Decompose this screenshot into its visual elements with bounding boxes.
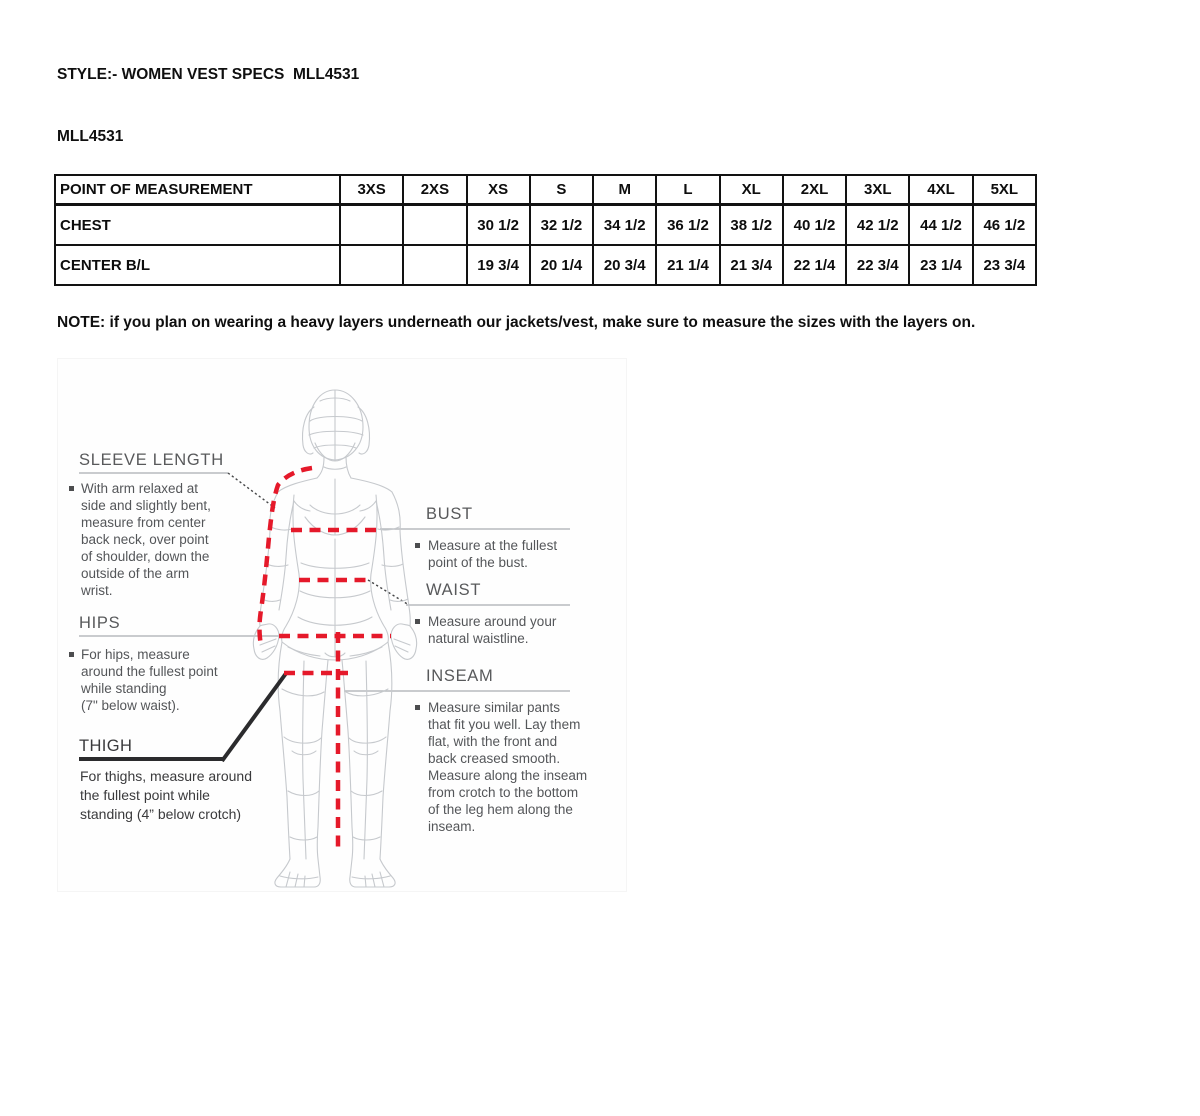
mannequin-figure xyxy=(253,390,416,887)
size-value-cell: 36 1/2 xyxy=(656,205,719,246)
size-value-cell: 42 1/2 xyxy=(846,205,909,246)
size-value-cell: 23 3/4 xyxy=(973,245,1036,285)
size-value-cell: 20 1/4 xyxy=(530,245,593,285)
size-value-cell: 21 3/4 xyxy=(720,245,783,285)
table-row xyxy=(55,245,1036,285)
column-header-size: M xyxy=(593,175,656,205)
size-value-cell: 23 1/4 xyxy=(909,245,972,285)
callout-pointer-thigh xyxy=(222,672,287,761)
column-header-size: 5XL xyxy=(973,175,1036,205)
size-value-cell xyxy=(403,205,466,246)
size-value-cell: 20 3/4 xyxy=(593,245,656,285)
section-desc-hips: For hips, measure around the fullest point while standing (7" below waist). xyxy=(81,647,218,713)
style-code: MLL4531 xyxy=(57,128,124,145)
size-value-cell: 46 1/2 xyxy=(973,205,1036,246)
page-title: STYLE:- WOMEN VEST SPECS MLL4531 xyxy=(57,66,360,83)
section-title-hips: HIPS xyxy=(79,614,121,632)
size-value-cell xyxy=(340,245,403,285)
section-title-sleeve-length: SLEEVE LENGTH xyxy=(79,451,224,469)
size-value-cell: 21 1/4 xyxy=(656,245,719,285)
size-value-cell: 22 1/4 xyxy=(783,245,846,285)
size-value-cell: 30 1/2 xyxy=(467,205,530,246)
size-value-cell: 44 1/2 xyxy=(909,205,972,246)
column-header-size: 3XS xyxy=(340,175,403,205)
column-header-measurement: POINT OF MEASUREMENT xyxy=(55,175,340,205)
section-title-inseam: INSEAM xyxy=(426,667,494,685)
size-spec-table xyxy=(54,174,1037,286)
section-desc-bust: Measure at the fullest point of the bust. xyxy=(428,538,558,570)
table-header-row xyxy=(55,175,1036,205)
column-header-size: S xyxy=(530,175,593,205)
column-header-size: 2XL xyxy=(783,175,846,205)
callout-pointer-sleeve xyxy=(228,473,275,508)
row-label: CHEST xyxy=(55,205,340,246)
note-text: NOTE: if you plan on wearing a heavy layers underneath our jackets/vest, make sure to measure the sizes with the layers on. xyxy=(57,314,976,331)
section-desc-inseam: Measure similar pants that fit you well. Lay them flat, with the front and back creased smooth. Measure along the inseam from crotch to the bottom of the leg hem along the inseam. xyxy=(428,700,588,834)
bullet-icon xyxy=(415,543,420,548)
size-value-cell: 19 3/4 xyxy=(467,245,530,285)
size-value-cell xyxy=(403,245,466,285)
row-label: CENTER B/L xyxy=(55,245,340,285)
column-header-size: 3XL xyxy=(846,175,909,205)
section-desc-thigh: For thighs, measure around the fullest point while standing (4” below crotch) xyxy=(80,768,252,822)
column-header-size: XS xyxy=(467,175,530,205)
size-value-cell: 38 1/2 xyxy=(720,205,783,246)
size-value-cell: 40 1/2 xyxy=(783,205,846,246)
size-value-cell: 34 1/2 xyxy=(593,205,656,246)
section-desc-sleeve-length: With arm relaxed at side and slightly bent, measure from center back neck, over point of shoulder, down the outside of the arm wrist. xyxy=(81,481,211,598)
bullet-icon xyxy=(69,652,74,657)
section-title-bust: BUST xyxy=(426,505,473,523)
table-row xyxy=(55,205,1036,246)
column-header-size: L xyxy=(656,175,719,205)
size-value-cell xyxy=(340,205,403,246)
callout-lines-dotted xyxy=(228,473,409,605)
bullet-icon xyxy=(69,486,74,491)
section-title-waist: WAIST xyxy=(426,581,482,599)
column-header-size: 2XS xyxy=(403,175,466,205)
size-value-cell: 32 1/2 xyxy=(530,205,593,246)
measurement-diagram xyxy=(57,358,627,892)
bullet-icon xyxy=(415,705,420,710)
section-desc-waist: Measure around your natural waistline. xyxy=(428,614,557,646)
bullet-icon xyxy=(415,619,420,624)
section-title-thigh: THIGH xyxy=(79,737,133,755)
size-value-cell: 22 3/4 xyxy=(846,245,909,285)
column-header-size: 4XL xyxy=(909,175,972,205)
column-header-size: XL xyxy=(720,175,783,205)
